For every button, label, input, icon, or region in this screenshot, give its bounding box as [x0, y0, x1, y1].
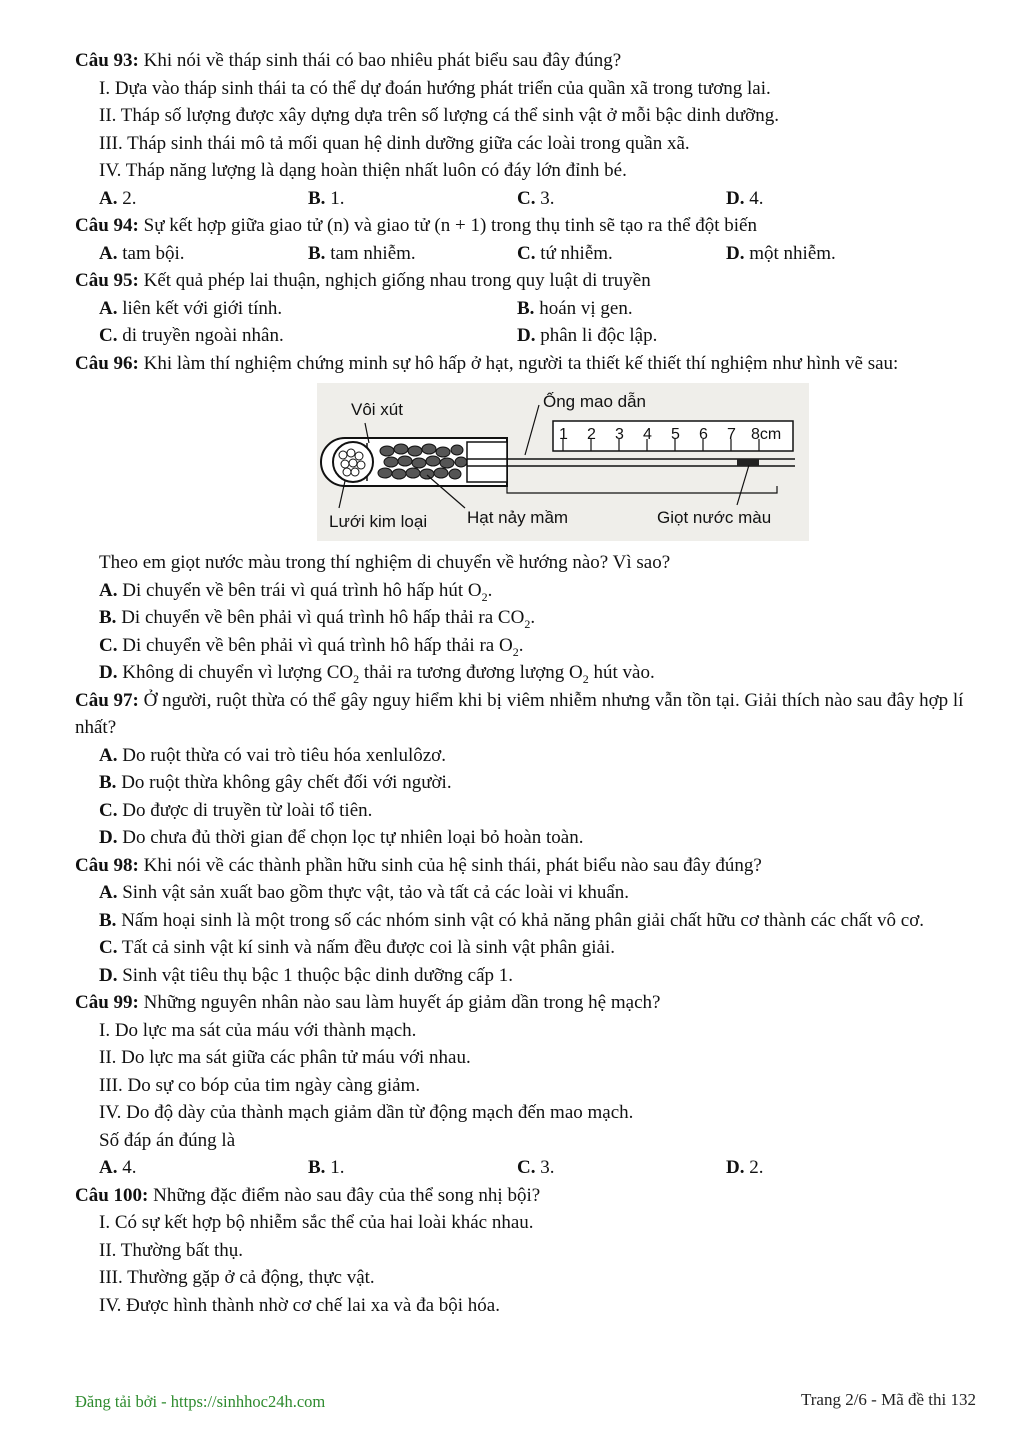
answer-options	[75, 1154, 980, 1182]
option-b[interactable]: B. hoán vị gen.	[517, 297, 633, 319]
exam-page	[75, 47, 980, 1319]
statement: II. Tháp số lượng được xây dựng dựa trên số lượng cá thể sinh vật ở mỗi bậc dinh dưỡng.	[99, 105, 779, 126]
question-100	[75, 1182, 980, 1210]
statement: III. Do sự co bóp của tim ngày càng giảm.	[99, 1074, 421, 1096]
question-prompt: Theo em giọt nước màu trong thí nghiệm di chuyển về hướng nào? Vì sao?	[99, 552, 671, 573]
scale-tick-label: 2	[587, 426, 596, 443]
question-text: Những đặc điểm nào sau đây của thể song nhị bội?	[153, 1184, 541, 1206]
statement: I. Do lực ma sát của máu với thành mạch.	[99, 1019, 417, 1041]
option-d[interactable]: D. Sinh vật tiêu thụ bậc 1 thuộc bậc dinh dưỡng cấp 1.	[99, 964, 513, 986]
statement: III. Thường gặp ở cả động, thực vật.	[99, 1267, 375, 1288]
option-a[interactable]: A. 2.	[99, 187, 137, 209]
footer-page-info: Trang 2/6 - Mã đề thi 132	[800, 1390, 976, 1409]
option-b[interactable]: B. Nấm hoại sinh là một trong số các nhóm sinh vật có khả năng phân giải chất hữu cơ thành các chất vô cơ.	[99, 909, 925, 931]
figure-label-seeds: Hạt nảy mầm	[467, 508, 569, 527]
option-b[interactable]: B. 1.	[308, 1157, 345, 1178]
option-b[interactable]: B. tam nhiễm.	[308, 242, 416, 264]
question-label: Câu 94:	[75, 215, 139, 236]
question-label: Câu 99:	[75, 992, 139, 1013]
option-c[interactable]: C. 3.	[517, 187, 555, 209]
figure-label-water-drop: Giọt nước màu	[657, 508, 772, 527]
answer-options	[75, 185, 980, 213]
option-c[interactable]: C. di truyền ngoài nhân.	[99, 325, 284, 346]
option-a[interactable]: A. tam bội.	[99, 242, 185, 264]
scale-tick-label: 8cm	[751, 426, 782, 443]
statement: II. Do lực ma sát giữa các phân tử máu với nhau.	[99, 1047, 471, 1068]
germinating-seeds	[378, 444, 467, 479]
question-label: Câu 93:	[75, 50, 139, 71]
option-c[interactable]: C. Do được di truyền từ loài tổ tiên.	[99, 799, 373, 821]
option-a[interactable]: A. Sinh vật sản xuất bao gồm thực vật, tảo và tất cả các loài vi khuẩn.	[99, 882, 630, 903]
respiration-experiment-figure	[317, 383, 809, 541]
option-c[interactable]: C. 3.	[517, 1157, 555, 1178]
option-d[interactable]: D. Không di chuyển vì lượng $CO_2$ thải ra tương đương lượng $O_2$ hút vào.	[99, 662, 655, 686]
option-a[interactable]: A. Do ruột thừa có vai trò tiêu hóa xenlulôzơ.	[99, 744, 446, 766]
option-a[interactable]: A. 4.	[99, 1157, 137, 1178]
option-a[interactable]: A. liên kết với giới tính.	[99, 297, 283, 319]
scale-tick-label: 3	[615, 426, 624, 443]
question-label: Câu 96:	[75, 352, 139, 374]
option-d[interactable]: D. Do chưa đủ thời gian để chọn lọc tự nhiên loại bỏ hoàn toàn.	[99, 827, 584, 848]
statement: Số đáp án đúng là	[99, 1129, 236, 1151]
question-label: Câu 95:	[75, 270, 139, 291]
answer-options	[75, 322, 980, 350]
question-94	[75, 212, 980, 240]
question-96	[75, 350, 980, 378]
option-d[interactable]: D. một nhiễm.	[726, 242, 836, 264]
option-b[interactable]: B. 1.	[308, 187, 345, 209]
scale-tick-label: 6	[699, 426, 708, 443]
question-98	[75, 852, 980, 880]
colored-water-drop	[737, 459, 759, 466]
question-text: Khi nói về các thành phần hữu sinh của hệ sinh thái, phát biểu nào sau đây đúng?	[143, 854, 762, 876]
statement: IV. Do độ dày của thành mạch giảm dần từ động mạch đến mao mạch.	[99, 1102, 634, 1123]
question-97	[75, 687, 980, 742]
option-b[interactable]: B. Di chuyển về bên phải vì quá trình hô hấp thải ra $CO_2$.	[99, 607, 536, 631]
figure-label-soda-lime: Vôi xút	[351, 400, 403, 419]
question-text: Ở người, ruột thừa có thể gây nguy hiểm khi bị viêm nhiễm nhưng vẫn tồn tại. Giải thích nào sau đây hợp lí nhất?	[75, 689, 964, 738]
option-b[interactable]: B. Do ruột thừa không gây chết đối với người.	[99, 772, 452, 793]
statement: I. Dựa vào tháp sinh thái ta có thể dự đoán hướng phát triển của quần xã trong tương lai.	[99, 77, 771, 99]
scale-tick-label: 4	[643, 426, 652, 443]
option-c[interactable]: C. Di chuyển về bên phải vì quá trình hô hấp thải ra $O_2$.	[99, 634, 524, 659]
answer-options	[75, 295, 980, 323]
option-d[interactable]: D. 2.	[726, 1157, 764, 1178]
question-93	[75, 47, 980, 75]
question-95	[75, 267, 980, 295]
option-d[interactable]: D. 4.	[726, 187, 764, 209]
figure-label-metal-mesh: Lưới kim loại	[329, 512, 428, 531]
question-text: Kết quả phép lai thuận, nghịch giống nhau trong quy luật di truyền	[143, 270, 651, 291]
question-label: Câu 98:	[75, 854, 139, 876]
question-text: Khi nói về tháp sinh thái có bao nhiêu phát biểu sau đây đúng?	[143, 50, 622, 71]
question-text: Sự kết hợp giữa giao tử (n) và giao tử (n + 1) trong thụ tinh sẽ tạo ra thể đột biến	[143, 215, 757, 236]
scale-tick-label: 5	[671, 426, 680, 443]
footer-source-link[interactable]: Đăng tải bởi - https://sinhhoc24h.com	[75, 1392, 326, 1411]
figure-label-capillary: Ống mao dẫn	[543, 392, 647, 411]
option-c[interactable]: C. tứ nhiễm.	[517, 242, 613, 264]
answer-options	[75, 240, 980, 268]
scale-tick-label: 1	[559, 426, 568, 443]
statement: IV. Được hình thành nhờ cơ chế lai xa và đa bội hóa.	[99, 1294, 500, 1316]
scale-tick-label: 7	[727, 426, 736, 443]
question-text: Khi làm thí nghiệm chứng minh sự hô hấp ở hạt, người ta thiết kế thiết thí nghiệm như hình vẽ sau:	[143, 352, 899, 374]
statement: I. Có sự kết hợp bộ nhiễm sắc thể của hai loài khác nhau.	[99, 1212, 534, 1233]
option-c[interactable]: C. Tất cả sinh vật kí sinh và nấm đều được coi là sinh vật phân giải.	[99, 937, 616, 958]
statement: III. Tháp sinh thái mô tả mối quan hệ dinh dưỡng giữa các loài trong quần xã.	[99, 132, 690, 154]
question-label: Câu 100:	[75, 1184, 149, 1206]
question-label: Câu 97:	[75, 689, 139, 711]
option-a[interactable]: A. Di chuyển về bên trái vì quá trình hô hấp hút $O_2$.	[99, 579, 493, 604]
question-text: Những nguyên nhân nào sau làm huyết áp giảm dần trong hệ mạch?	[143, 992, 661, 1013]
option-d[interactable]: D. phân li độc lập.	[517, 325, 658, 346]
statement: IV. Tháp năng lượng là dạng hoàn thiện nhất luôn có đáy lớn đỉnh bé.	[99, 160, 627, 181]
statement: II. Thường bất thụ.	[99, 1239, 244, 1261]
question-99	[75, 989, 980, 1017]
